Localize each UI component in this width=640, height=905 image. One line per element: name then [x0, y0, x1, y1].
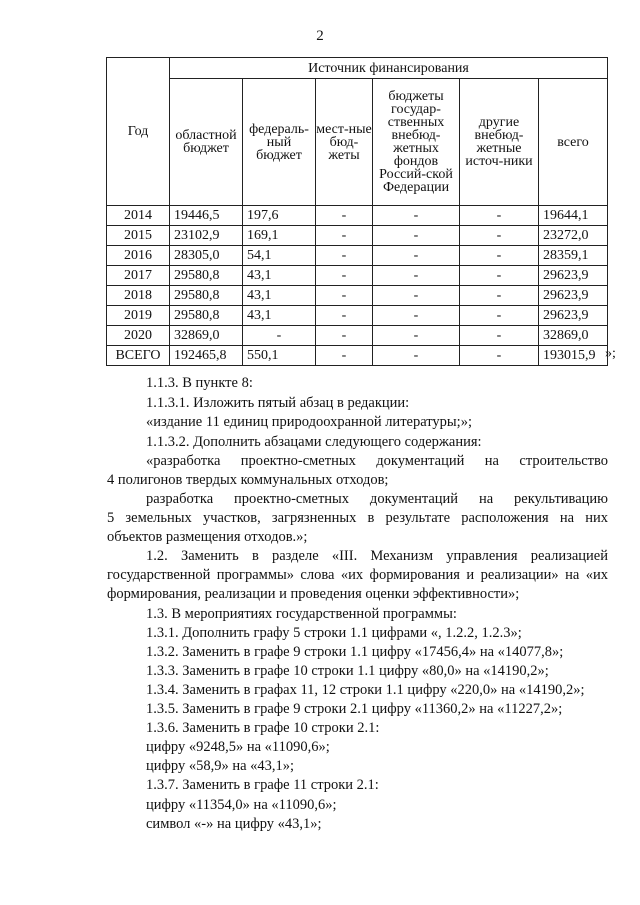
paragraph: 1.3.7. Заменить в графе 11 строки 2.1:: [146, 777, 379, 793]
row-year-cell: 2015: [107, 226, 170, 246]
header-total: всего: [539, 79, 608, 206]
paragraph: цифру «58,9» на «43,1»;: [146, 758, 295, 774]
line-text: разработка проектно-сметных документаций на рекультивацию: [146, 491, 608, 507]
table-row: [107, 266, 608, 286]
table-cell: 28359,1: [539, 246, 608, 266]
table-cell: -: [460, 346, 539, 366]
line-text: «разработка проектно-сметных документаций на строительство: [146, 453, 608, 469]
header-local-budgets: мест-ные бюд-жеты: [316, 79, 373, 206]
table-cell: 29580,8: [170, 266, 243, 286]
table-row: [107, 246, 608, 266]
table-header-row: [107, 58, 608, 79]
table-cell: 23272,0: [539, 226, 608, 246]
paragraph: символ «-» на цифру «43,1»;: [146, 816, 322, 832]
paragraph-line: [107, 509, 608, 528]
table-cell: 550,1: [243, 346, 316, 366]
line-text: 5 земельных участков, загрязненных в результате расположения на них: [107, 510, 608, 526]
table-cell: -: [460, 286, 539, 306]
table-cell: -: [460, 306, 539, 326]
table-cell: -: [373, 326, 460, 346]
paragraph: 1.3. В мероприятиях государственной программы:: [146, 606, 457, 622]
table-cell: 19644,1: [539, 206, 608, 226]
paragraph: 1.3.6. Заменить в графе 10 строки 2.1:: [146, 720, 380, 736]
header-extrabudgetary-funds: бюджеты государ-ственных внебюд-жетных фондов Россий-ской Федерации: [373, 79, 460, 206]
table-cell: 32869,0: [539, 326, 608, 346]
table-cell: -: [316, 346, 373, 366]
paragraph: 1.3.2. Заменить в графе 9 строки 1.1 цифру «17456,4» на «14077,8»;: [146, 644, 564, 660]
row-year-cell: 2018: [107, 286, 170, 306]
table-row: [107, 226, 608, 246]
table-cell: -: [373, 206, 460, 226]
table-cell: 32869,0: [170, 326, 243, 346]
table-row: [107, 306, 608, 326]
paragraph-line: формирования, реализации и проведения оценки эффективности»;: [107, 586, 520, 602]
table-cell: -: [460, 326, 539, 346]
paragraph-line: объектов размещения отходов.»;: [107, 529, 308, 545]
table-cell: -: [243, 326, 316, 346]
table-cell: -: [373, 306, 460, 326]
row-year-cell: 2020: [107, 326, 170, 346]
table-cell: 29623,9: [539, 306, 608, 326]
row-year-cell: ВСЕГО: [107, 346, 170, 366]
table-cell: -: [373, 286, 460, 306]
paragraph-line: [146, 490, 608, 509]
paragraph-line: [107, 566, 608, 585]
table-cell: 29623,9: [539, 286, 608, 306]
table-cell: 169,1: [243, 226, 316, 246]
paragraph: цифру «9248,5» на «11090,6»;: [146, 739, 330, 755]
table-cell: -: [460, 206, 539, 226]
header-other-sources: другие внебюд-жетные источ-ники: [460, 79, 539, 206]
table-subheader-row: [107, 79, 608, 206]
table-cell: 43,1: [243, 306, 316, 326]
table-cell: -: [316, 226, 373, 246]
table-cell: -: [460, 246, 539, 266]
table-cell: 43,1: [243, 286, 316, 306]
table-cell: 28305,0: [170, 246, 243, 266]
paragraph: 1.1.3.1. Изложить пятый абзац в редакции:: [146, 395, 410, 411]
paragraph: цифру «11354,0» на «11090,6»;: [146, 797, 337, 813]
table-cell: 197,6: [243, 206, 316, 226]
header-federal-budget: федераль-ный бюджет: [243, 79, 316, 206]
paragraph: «издание 11 единиц природоохранной литературы;»;: [146, 414, 472, 430]
table-cell: -: [316, 306, 373, 326]
header-source: Источник финансирования: [170, 58, 608, 79]
paragraph: 1.3.4. Заменить в графах 11, 12 строки 1.1 цифру «220,0» на «14190,2»;: [146, 682, 585, 698]
table-cell: 29623,9: [539, 266, 608, 286]
table-cell: -: [373, 346, 460, 366]
table-cell: 23102,9: [170, 226, 243, 246]
table-cell: 43,1: [243, 266, 316, 286]
table-cell: -: [316, 246, 373, 266]
table-cell: -: [373, 266, 460, 286]
table-cell: 54,1: [243, 246, 316, 266]
table-cell: -: [460, 266, 539, 286]
row-year-cell: 2016: [107, 246, 170, 266]
financing-table: [106, 57, 608, 366]
line-text: 1.2. Заменить в разделе «III. Механизм управления реализацией: [146, 548, 608, 564]
table-closing-quote: »;: [605, 346, 616, 361]
table-cell: 29580,8: [170, 306, 243, 326]
header-regional-budget: областной бюджет: [170, 79, 243, 206]
paragraph: 1.3.5. Заменить в графе 9 строки 2.1 цифру «11360,2» на «11227,2»;: [146, 701, 563, 717]
table-cell: -: [460, 226, 539, 246]
paragraph-line: [146, 452, 608, 471]
paragraph: 1.1.3. В пункте 8:: [146, 375, 253, 391]
table-cell: -: [316, 286, 373, 306]
table-row: [107, 286, 608, 306]
row-year-cell: 2019: [107, 306, 170, 326]
table-row: [107, 326, 608, 346]
table-cell: 19446,5: [170, 206, 243, 226]
table-row: [107, 346, 608, 366]
row-year-cell: 2014: [107, 206, 170, 226]
table-cell: -: [373, 246, 460, 266]
table-cell: -: [316, 266, 373, 286]
table-row: [107, 206, 608, 226]
line-text: государственной программы» слова «их формирования и реализации» на «их: [107, 567, 608, 583]
paragraph: 1.3.1. Дополнить графу 5 строки 1.1 цифрами «, 1.2.2, 1.2.3»;: [146, 625, 522, 641]
page-number: 2: [316, 28, 324, 44]
table-cell: -: [316, 206, 373, 226]
paragraph-line: 4 полигонов твердых коммунальных отходов;: [107, 472, 389, 488]
paragraph: 1.1.3.2. Дополнить абзацами следующего содержания:: [146, 434, 482, 450]
table-cell: 29580,8: [170, 286, 243, 306]
table-cell: -: [373, 226, 460, 246]
table-cell: -: [316, 326, 373, 346]
table-cell: 192465,8: [170, 346, 243, 366]
paragraph-line: [146, 547, 608, 566]
row-year-cell: 2017: [107, 266, 170, 286]
table-cell: 193015,9: [539, 346, 608, 366]
paragraph: 1.3.3. Заменить в графе 10 строки 1.1 цифру «80,0» на «14190,2»;: [146, 663, 549, 679]
header-year: Год: [107, 58, 170, 206]
